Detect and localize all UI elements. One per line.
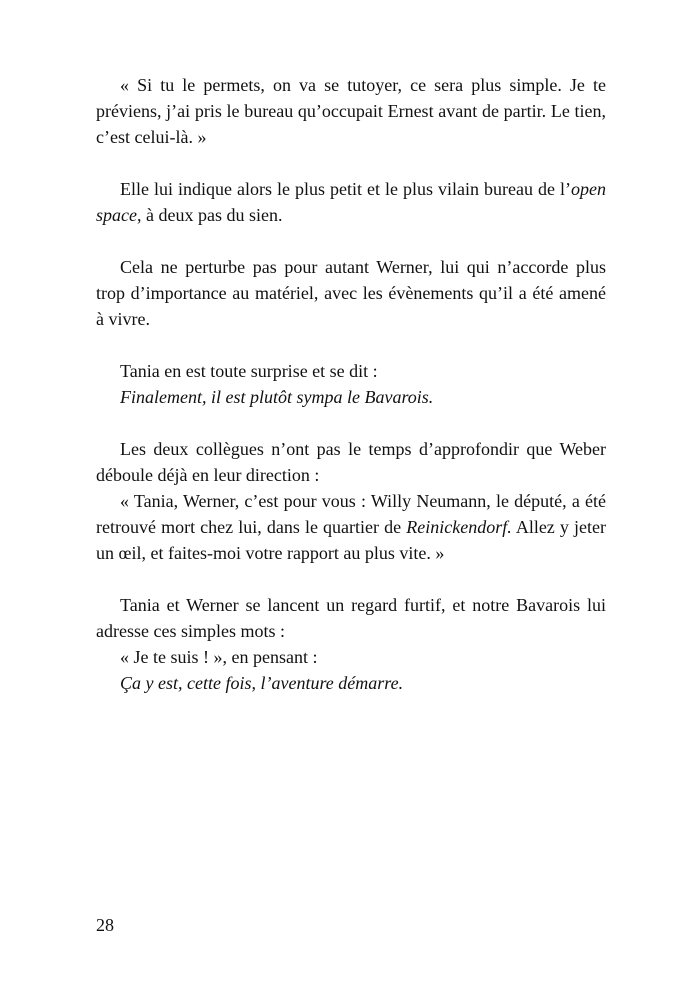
text-line <box>96 98 606 124</box>
text-segment: déboule déjà en leur direction : <box>96 465 320 485</box>
text-segment: « Je te suis ! », en pensant : <box>120 647 318 667</box>
text-line <box>96 618 606 644</box>
text-segment: adresse ces simples mots : <box>96 621 285 641</box>
text-line <box>96 306 606 332</box>
text-line <box>96 514 606 540</box>
text-segment: , à deux pas du sien. <box>136 205 283 225</box>
text-line <box>96 436 606 462</box>
text-line <box>96 202 606 228</box>
page-number: 28 <box>96 915 114 935</box>
italic-segment: space <box>96 205 137 225</box>
text-segment: « Si tu le permets, on va se tutoyer, ce sera plus simple. Je te <box>120 75 606 95</box>
text-line <box>96 592 606 618</box>
paragraph <box>96 72 606 150</box>
italic-segment: open <box>571 179 606 199</box>
page-body <box>96 72 606 696</box>
italic-segment: Finalement, il est plutôt sympa le Bavarois. <box>120 387 434 407</box>
text-segment: c’est celui-là. » <box>96 127 207 147</box>
paragraph <box>96 176 606 228</box>
italic-segment: Ça y est, cette fois, l’aventure démarre. <box>120 673 404 693</box>
paragraph <box>96 436 606 566</box>
paragraph <box>96 592 606 696</box>
text-segment: « Tania, Werner, c’est pour vous : Willy Neumann, le député, a été <box>120 491 606 511</box>
text-segment: trop d’importance au matériel, avec les évènements qu’il a été amené <box>96 283 606 303</box>
text-line <box>96 280 606 306</box>
text-line <box>96 358 606 384</box>
text-segment: préviens, j’ai pris le bureau qu’occupait Ernest avant de partir. Le tien, <box>96 101 606 121</box>
text-line <box>96 124 606 150</box>
text-line <box>96 488 606 514</box>
text-line <box>96 670 606 696</box>
text-segment: Tania et Werner se lancent un regard furtif, et notre Bavarois lui <box>120 595 606 615</box>
text-line <box>96 462 606 488</box>
text-segment: Elle lui indique alors le plus petit et le plus vilain bureau de l’ <box>120 179 571 199</box>
text-line <box>96 540 606 566</box>
text-segment: Cela ne perturbe pas pour autant Werner, lui qui n’accorde plus <box>120 257 606 277</box>
italic-segment: Reinickendorf. <box>406 517 512 537</box>
text-segment: retrouvé mort chez lui, dans le quartier de <box>96 517 407 537</box>
text-line <box>96 72 606 98</box>
paragraph <box>96 358 606 410</box>
text-line <box>96 176 606 202</box>
text-line <box>96 254 606 280</box>
paragraph <box>96 254 606 332</box>
text-segment: Allez y jeter <box>511 517 606 537</box>
text-line <box>96 644 606 670</box>
text-line <box>96 384 606 410</box>
text-segment: un œil, et faites-moi votre rapport au plus vite. » <box>96 543 445 563</box>
text-segment: Les deux collègues n’ont pas le temps d’approfondir que Weber <box>120 439 606 459</box>
text-segment: Tania en est toute surprise et se dit : <box>120 361 378 381</box>
text-segment: à vivre. <box>96 309 150 329</box>
